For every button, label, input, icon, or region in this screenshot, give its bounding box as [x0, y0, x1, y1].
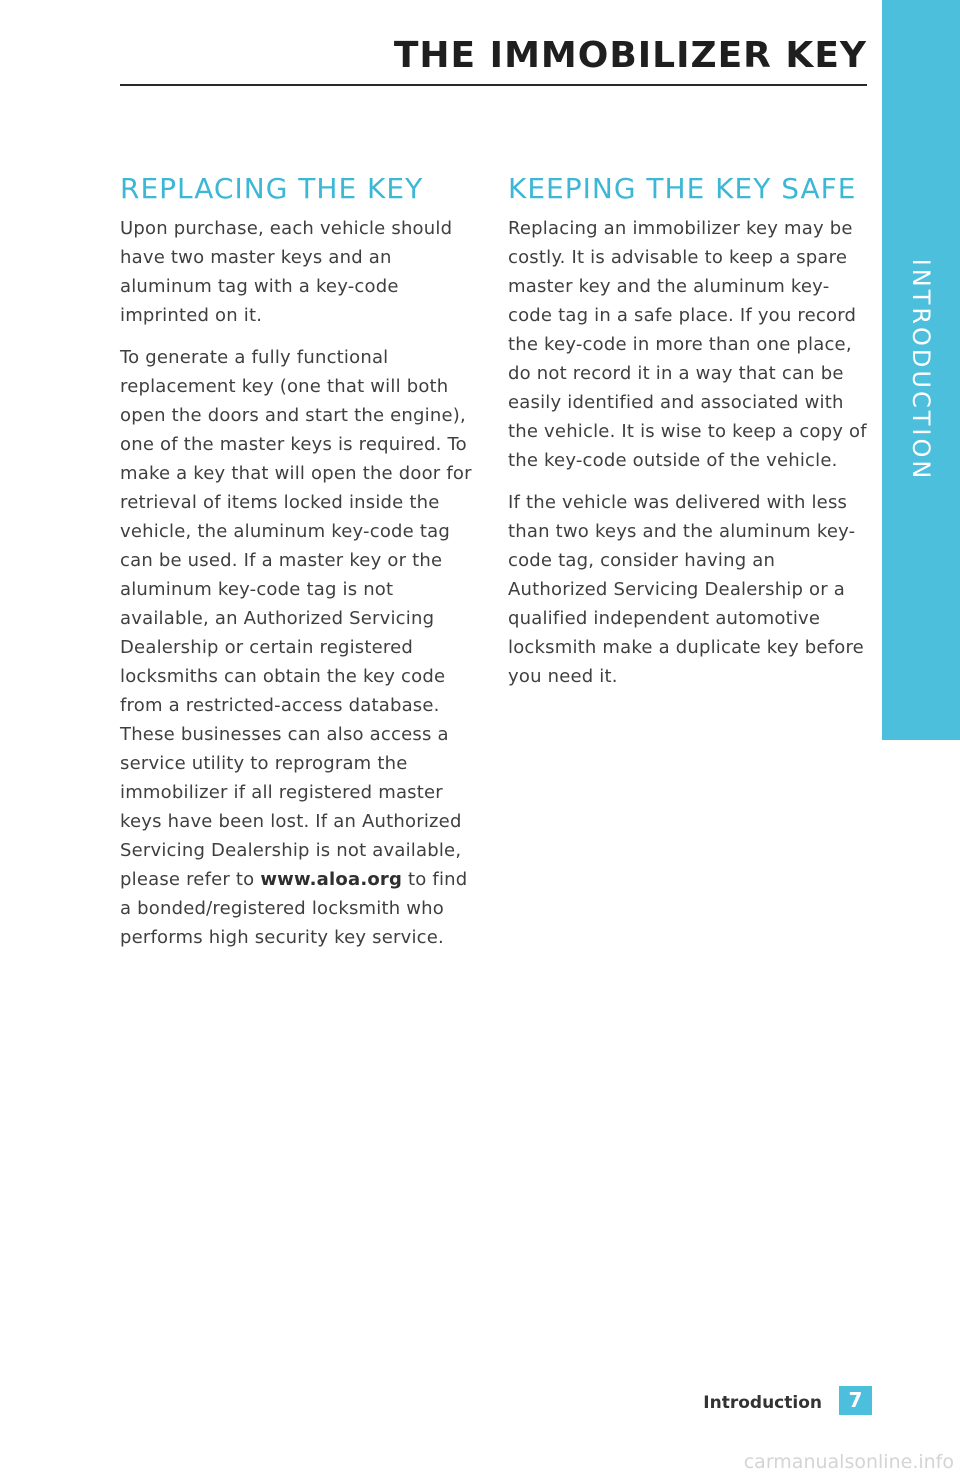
right-column [508, 170, 870, 704]
footer-section-label: Introduction [703, 1393, 822, 1413]
replacing-key-paragraph-2-start: To generate a fully functional replacement key (one that will both open the doors and start the engine), one of the master keys is required. To make a key that will open the door for retrieval of items locked inside the vehicle, the aluminum key-code tag can be used. If a master key or the aluminum key-code tag is not available, an Authorized Servicing Dealership or certain registered locksmiths can obtain the key code from a restricted-access database. These businesses can also access a service utility to reprogram the immobilizer if all registered master keys have been lost. If an Authorized Servicing Dealership is not available, please refer to [120, 347, 472, 890]
page-title: THE IMMOBILIZER KEY [393, 35, 867, 76]
watermark: carmanualsonline.info [743, 1451, 954, 1473]
keeping-key-safe-paragraph-2: If the vehicle was delivered with less than two keys and the aluminum key-code tag, consider having an Authorized Servicing Dealership or a qualified independent automotive locksmith make a duplicate key before you need it. [508, 492, 864, 687]
replacing-key-paragraph-2 [120, 343, 482, 952]
keeping-key-safe-paragraph-1: Replacing an immobilizer key may be costly. It is advisable to keep a spare master key and the aluminum key-code tag in a safe place. If you record the key-code in more than one place, do not record it in a way that can be easily identified and associated with the vehicle. It is wise to keep a copy of the key-code outside of the vehicle. [508, 218, 867, 471]
page-number-badge: 7 [839, 1386, 872, 1415]
left-column [120, 170, 482, 965]
replacing-key-paragraph-2-end: to find a bonded/registered locksmith who performs high security key service. [120, 869, 468, 948]
keeping-key-safe-heading: KEEPING THE KEY SAFE [508, 172, 857, 205]
side-tab-label: INTRODUCTION [907, 258, 935, 482]
replacing-key-heading: REPLACING THE KEY [120, 172, 424, 205]
aloa-link[interactable]: www.aloa.org [260, 869, 403, 890]
replacing-key-paragraph-1: Upon purchase, each vehicle should have two master keys and an aluminum tag with a key-code imprinted on it. [120, 218, 453, 326]
side-section-tab [882, 0, 960, 740]
title-divider [120, 84, 867, 86]
